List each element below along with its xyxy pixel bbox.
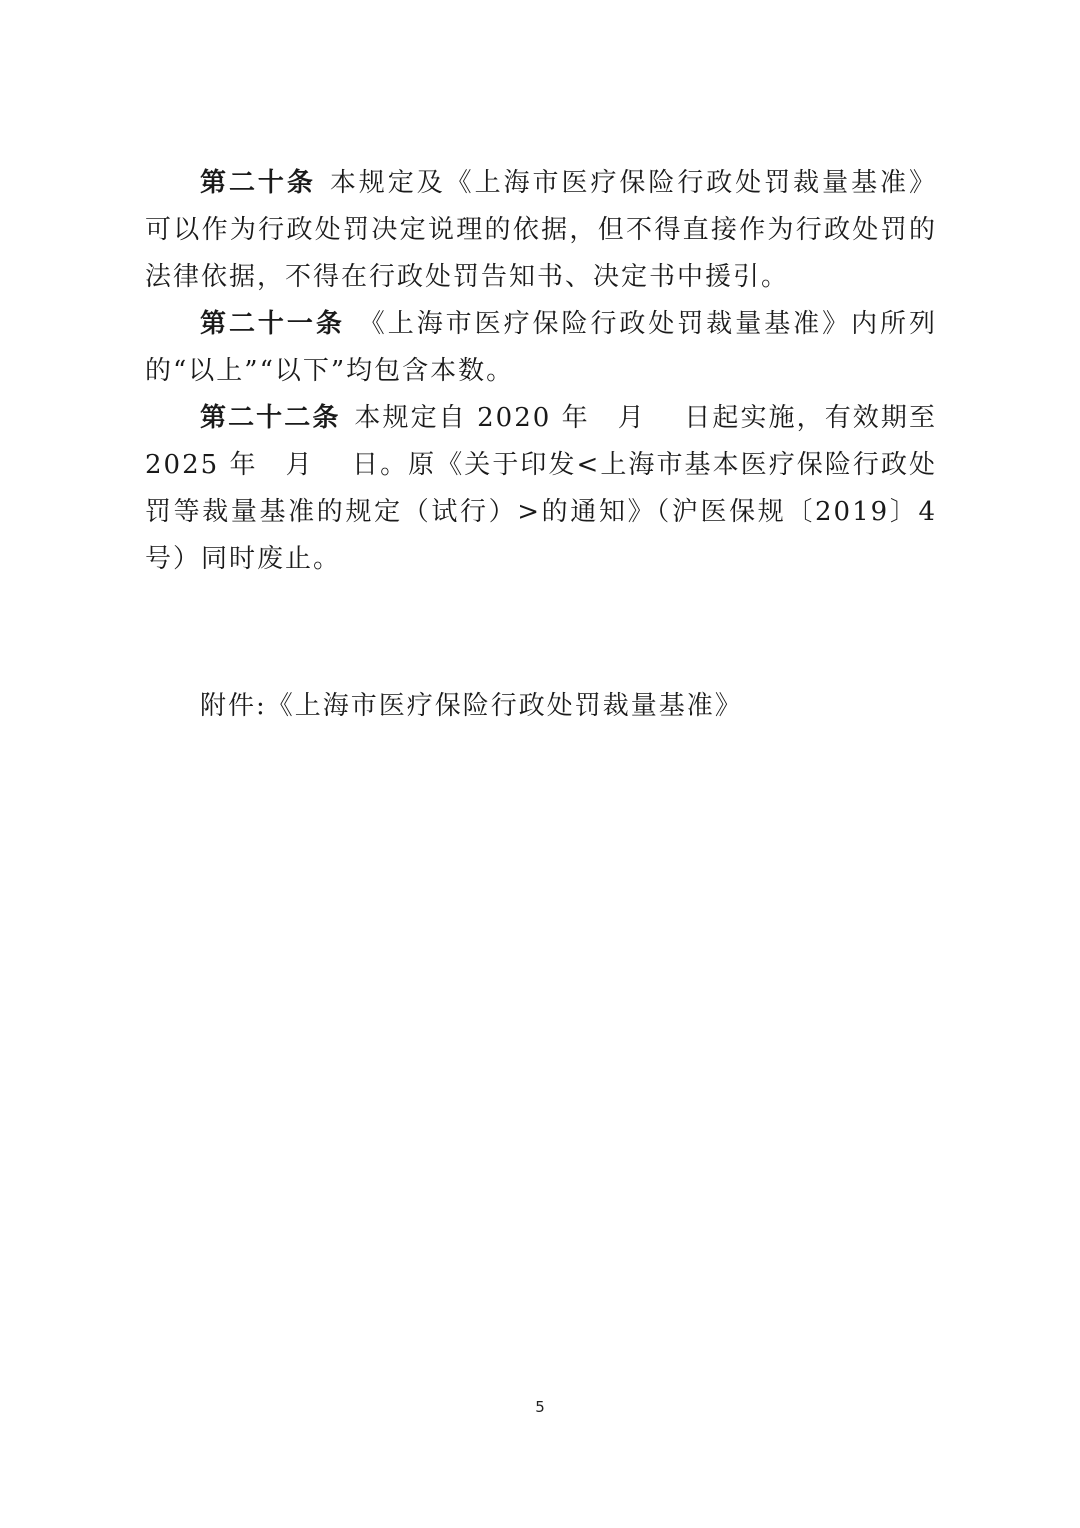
article-22-number: 第二十二条	[200, 403, 341, 433]
article-22-text: 本规定自 2020 年 月 日起实施，有效期至 2025 年 月 日。原《关于印发<上海市基本医疗保险行政处罚等裁量基准的规定（试行）>的通知》（沪医保规〔2019〕4 号）同时废止。	[145, 403, 937, 574]
article-20-number: 第二十条	[200, 168, 316, 198]
article-21-number: 第二十一条	[200, 309, 345, 339]
article-20	[145, 160, 937, 301]
attachment-line: 附件:《上海市医疗保险行政处罚裁量基准》	[200, 691, 743, 721]
article-22	[145, 395, 937, 583]
article-21	[145, 301, 937, 395]
article-20-text: 本规定及《上海市医疗保险行政处罚裁量基准》可以作为行政处罚决定说理的依据，但不得直接作为行政处罚的法律依据，不得在行政处罚告知书、决定书中援引。	[145, 168, 937, 292]
document-body	[145, 160, 937, 730]
article-21-text: 《上海市医疗保险行政处罚裁量基准》内所列的“以上”“以下”均包含本数。	[145, 309, 937, 386]
page-number: 5	[535, 1398, 545, 1416]
